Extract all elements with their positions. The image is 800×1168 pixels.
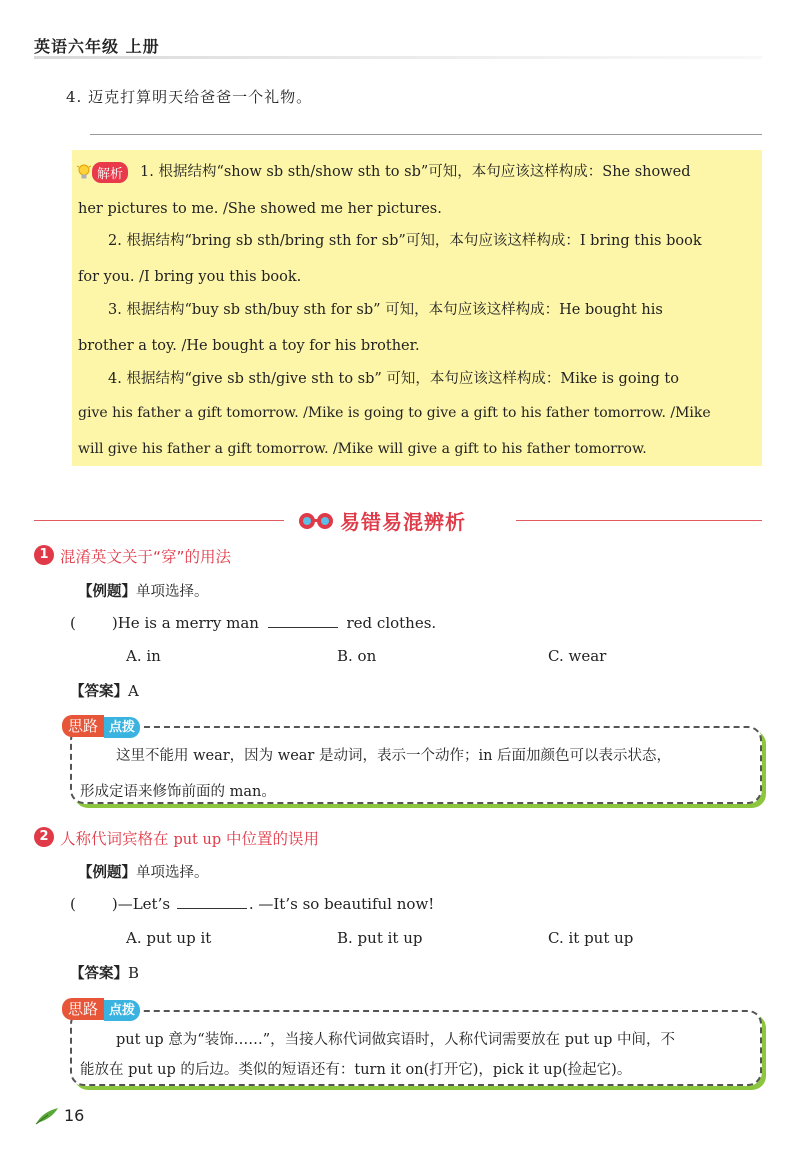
analysis-line: give his father a gift tomorrow. /Mike is going to give a gift to his father tomorrow. /Mike: [78, 405, 711, 421]
section-title: 易错易混辨析: [340, 510, 466, 534]
analysis-box: [72, 150, 762, 466]
analysis-line: will give his father a gift tomorrow. /Mike will give a gift to his father tomorrow.: [78, 441, 647, 457]
question-text-after: . —It’s so beautiful now!: [248, 895, 435, 913]
answer-line: [90, 134, 762, 135]
answer-label: 【答案】: [70, 966, 128, 982]
tip-line: 形成定语来修饰前面的 man。: [80, 784, 276, 800]
answer-row: [70, 680, 139, 701]
analysis-line: her pictures to me. /She showed me her pictures.: [78, 201, 442, 217]
tip-tag-dianbo: 点拨: [104, 717, 140, 738]
example-instruction: 单项选择。: [136, 584, 209, 600]
option-c: C. wear: [548, 647, 607, 665]
question-text-after: red clothes.: [346, 614, 437, 632]
question-text: —Let’s: [117, 895, 171, 913]
analysis-line: 3. 根据结构“buy sb sth/buy sth for sb” 可知，本句应该这样构成：He bought his: [108, 302, 663, 318]
lightbulb-icon: [76, 163, 92, 181]
option-b: B. on: [337, 647, 377, 665]
analysis-tag: 解析: [92, 162, 128, 183]
question-row: [70, 613, 436, 632]
example-label: 【例题】: [78, 865, 136, 881]
paren-close: ): [111, 895, 118, 913]
question-row: [70, 894, 434, 913]
item-title-part: 人称代词宾格在: [60, 830, 174, 848]
tip-tag-dianbo: 点拨: [104, 1000, 140, 1021]
analysis-line: 1. 根据结构“show sb sth/show sth to sb”可知，本句应该这样构成：She showed: [140, 164, 691, 180]
paren-open: (: [70, 614, 76, 632]
tip-box: [70, 726, 762, 804]
option-b: B. put it up: [337, 929, 423, 947]
analysis-line: for you. /I bring you this book.: [78, 269, 302, 285]
answer-value: A: [128, 682, 139, 700]
answer-label: 【答案】: [70, 684, 128, 700]
tip-line: 这里不能用 wear，因为 wear 是动词，表示一个动作；in 后面加颜色可以表示状态，: [116, 748, 672, 764]
option-a: A. put up it: [126, 929, 212, 947]
tip-line: 能放在 put up 的后边。类似的短语还有：turn it on(打开它)，pick it up(捡起它)。: [80, 1062, 632, 1078]
analysis-line: 4. 根据结构“give sb sth/give sth to sb” 可知，本句应该这样构成：Mike is going to: [108, 371, 679, 387]
question-text: He is a merry man: [117, 614, 259, 632]
answer-value: B: [128, 964, 140, 982]
example-row: [78, 580, 209, 601]
example-row: [78, 861, 209, 882]
leaf-icon: [34, 1106, 60, 1126]
analysis-line: brother a toy. /He bought a toy for his brother.: [78, 338, 420, 354]
tip-line: put up 意为“装饰……”，当接人称代词做宾语时，人称代词需要放在 put up 中间，不: [116, 1032, 676, 1048]
glasses-icon: [296, 509, 336, 531]
question-4: 4. 迈克打算明天给爸爸一个礼物。: [66, 88, 313, 106]
item-number-badge: 1: [34, 545, 54, 565]
example-label: 【例题】: [78, 584, 136, 600]
example-instruction: 单项选择。: [136, 865, 209, 881]
paren-close: ): [111, 614, 118, 632]
tip-box: [70, 1010, 762, 1086]
analysis-line: 2. 根据结构“bring sb sth/bring sth for sb”可知，本句应该这样构成：I bring this book: [108, 233, 702, 249]
option-c: C. it put up: [548, 929, 634, 947]
header-bar: [34, 56, 762, 59]
book-title: 英语六年级 上册: [34, 37, 160, 56]
item-title: [60, 827, 319, 849]
section-rule-right: [516, 520, 762, 521]
paren-open: (: [70, 895, 76, 913]
item-title-highlight: put up: [173, 832, 222, 848]
answer-row: [70, 962, 139, 983]
answer-blank: [268, 613, 338, 628]
section-rule-left: [34, 520, 284, 521]
option-a: A. in: [126, 647, 161, 665]
item-number-badge: 2: [34, 827, 54, 847]
tip-tag-silu: 思路: [62, 715, 104, 737]
tip-tag-silu: 思路: [62, 998, 104, 1020]
item-title-part: 中位置的误用: [221, 830, 320, 848]
tip-tag: [62, 998, 140, 1019]
answer-blank: [177, 894, 247, 909]
page-number: 16: [64, 1106, 85, 1125]
tip-tag: [62, 715, 140, 736]
item-title: 混淆英文关于“穿”的用法: [60, 548, 232, 566]
